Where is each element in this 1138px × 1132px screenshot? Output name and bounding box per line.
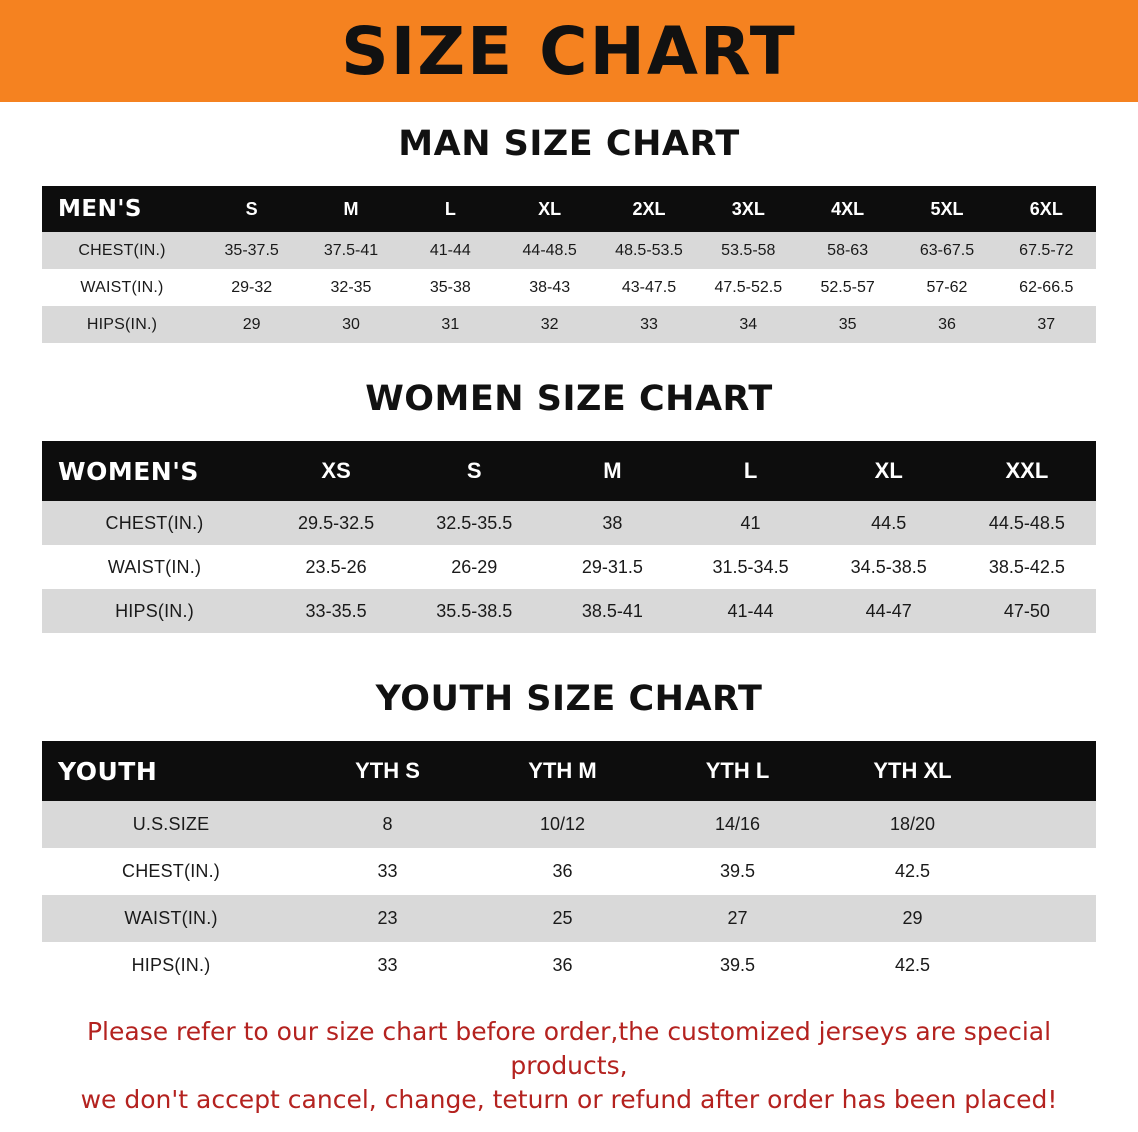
men-chest-xl: 44-48.5: [522, 241, 577, 259]
table-row: [42, 269, 1096, 306]
youth-col-spacer: [1000, 741, 1096, 801]
men-row-label-chest: CHEST(IN.): [78, 241, 166, 259]
women-hips-m: 38.5-41: [581, 600, 643, 621]
women-chest-m: 38: [602, 512, 623, 533]
youth-ussize-s: 8: [382, 814, 393, 834]
men-waist-6xl: 62-66.5: [1019, 278, 1074, 296]
women-hips-l: 41-44: [727, 600, 774, 621]
table-row: [42, 942, 1096, 989]
youth-col-m: YTH M: [475, 741, 650, 801]
men-col-6xl: 6XL: [997, 186, 1096, 232]
women-chest-l: 41: [740, 512, 761, 533]
men-waist-2xl: 43-47.5: [621, 278, 677, 296]
men-waist-3xl: 47.5-52.5: [714, 278, 783, 296]
women-table-wrapper: [42, 441, 1096, 633]
youth-ussize-xl: 18/20: [889, 814, 936, 834]
banner: [0, 0, 1138, 102]
table-row: [42, 895, 1096, 942]
men-col-3xl: 3XL: [699, 186, 798, 232]
men-row-label-hips: HIPS(IN.): [86, 315, 158, 333]
youth-waist-spacer: [1000, 895, 1096, 942]
youth-section-title: YOUTH SIZE CHART: [375, 679, 763, 719]
women-waist-l: 31.5-34.5: [712, 556, 789, 577]
youth-waist-xl: 29: [902, 908, 923, 928]
women-waist-m: 29-31.5: [581, 556, 643, 577]
table-row: [42, 306, 1096, 343]
youth-chest-xl: 42.5: [894, 861, 931, 881]
women-waist-xs: 23.5-26: [305, 556, 367, 577]
table-row: [42, 589, 1096, 633]
men-col-4xl: 4XL: [798, 186, 897, 232]
youth-chest-m: 36: [552, 861, 573, 881]
men-chest-l: 41-44: [429, 241, 471, 259]
men-col-l: L: [401, 186, 500, 232]
youth-row-label-hips: HIPS(IN.): [131, 955, 211, 975]
table-row: [42, 501, 1096, 545]
men-waist-4xl: 52.5-57: [820, 278, 875, 296]
man-table-wrapper: [42, 186, 1096, 343]
youth-row-label-chest: CHEST(IN.): [122, 861, 220, 881]
disclaimer-note: [40, 1015, 1098, 1116]
women-hips-xs: 33-35.5: [305, 600, 367, 621]
youth-hips-l: 39.5: [719, 955, 756, 975]
men-waist-l: 35-38: [429, 278, 471, 296]
women-waist-xxl: 38.5-42.5: [988, 556, 1065, 577]
men-hips-xl: 32: [540, 315, 559, 333]
men-hips-l: 31: [441, 315, 460, 333]
youth-chest-s: 33: [377, 861, 398, 881]
men-row-label-waist: WAIST(IN.): [80, 278, 164, 296]
men-chest-4xl: 58-63: [827, 241, 869, 259]
youth-chest-spacer: [1000, 848, 1096, 895]
women-size-table: [42, 441, 1096, 633]
disclaimer-line-2: we don't accept cancel, change, teturn or refund after order has been placed!: [80, 1084, 1058, 1114]
youth-waist-m: 25: [552, 908, 573, 928]
table-row: [42, 801, 1096, 848]
men-col-xl: XL: [500, 186, 599, 232]
women-row-label-chest: CHEST(IN.): [105, 512, 204, 533]
men-hips-3xl: 34: [739, 315, 758, 333]
youth-row-label-waist: WAIST(IN.): [124, 908, 218, 928]
women-col-s: S: [405, 441, 543, 501]
men-chest-m: 37.5-41: [323, 241, 379, 259]
women-section-title: WOMEN SIZE CHART: [365, 379, 773, 419]
youth-waist-s: 23: [377, 908, 398, 928]
youth-hips-spacer: [1000, 942, 1096, 989]
men-col-s: S: [202, 186, 301, 232]
women-chest-xl: 44.5: [871, 512, 907, 533]
youth-hips-xl: 42.5: [894, 955, 931, 975]
men-chest-5xl: 63-67.5: [919, 241, 975, 259]
women-waist-xl: 34.5-38.5: [850, 556, 927, 577]
table-header-row: [42, 441, 1096, 501]
youth-table-wrapper: [42, 741, 1096, 989]
youth-hips-s: 33: [377, 955, 398, 975]
men-chest-3xl: 53.5-58: [721, 241, 776, 259]
man-section-title: MAN SIZE CHART: [398, 124, 740, 164]
women-col-l: L: [681, 441, 819, 501]
men-hips-6xl: 37: [1037, 315, 1056, 333]
men-waist-5xl: 57-62: [926, 278, 968, 296]
youth-ussize-m: 10/12: [539, 814, 586, 834]
banner-title: SIZE CHART: [341, 13, 797, 90]
men-chest-2xl: 48.5-53.5: [615, 241, 683, 259]
men-chest-s: 35-37.5: [224, 241, 279, 259]
women-chest-xs: 29.5-32.5: [298, 512, 375, 533]
men-waist-xl: 38-43: [529, 278, 571, 296]
table-row: [42, 232, 1096, 269]
women-chest-s: 32.5-35.5: [436, 512, 513, 533]
men-hips-4xl: 35: [838, 315, 857, 333]
women-hips-xxl: 47-50: [1003, 600, 1050, 621]
men-hips-m: 30: [342, 315, 360, 333]
youth-ussize-spacer: [1000, 801, 1096, 848]
women-hips-s: 35.5-38.5: [436, 600, 513, 621]
women-row-label-waist: WAIST(IN.): [107, 556, 202, 577]
table-row: [42, 848, 1096, 895]
disclaimer-line-1: Please refer to our size chart before order,the customized jerseys are special products,: [86, 1017, 1052, 1080]
men-hips-s: 29: [242, 315, 261, 333]
men-col-2xl: 2XL: [599, 186, 698, 232]
youth-waist-l: 27: [727, 908, 748, 928]
youth-row-label-ussize: U.S.SIZE: [132, 814, 210, 834]
women-row-header-label: WOMEN'S: [42, 441, 267, 501]
men-waist-m: 32-35: [330, 278, 372, 296]
youth-row-header-label: YOUTH: [42, 741, 300, 801]
youth-size-table: [42, 741, 1096, 989]
women-waist-s: 26-29: [451, 556, 498, 577]
women-hips-xl: 44-47: [865, 600, 912, 621]
youth-col-xl: YTH XL: [825, 741, 1000, 801]
men-col-5xl: 5XL: [897, 186, 996, 232]
table-header-row: [42, 186, 1096, 232]
men-waist-s: 29-32: [231, 278, 273, 296]
women-col-xs: XS: [267, 441, 405, 501]
men-chest-6xl: 67.5-72: [1019, 241, 1074, 259]
table-row: [42, 545, 1096, 589]
men-row-header-label: MEN'S: [42, 186, 202, 232]
men-hips-5xl: 36: [938, 315, 956, 333]
women-chest-xxl: 44.5-48.5: [988, 512, 1065, 533]
youth-col-s: YTH S: [300, 741, 475, 801]
men-hips-2xl: 33: [640, 315, 658, 333]
youth-chest-l: 39.5: [719, 861, 756, 881]
women-row-label-hips: HIPS(IN.): [115, 600, 194, 621]
women-col-m: M: [543, 441, 681, 501]
women-col-xxl: XXL: [958, 441, 1096, 501]
men-size-table: [42, 186, 1096, 343]
youth-ussize-l: 14/16: [714, 814, 761, 834]
youth-col-l: YTH L: [650, 741, 825, 801]
men-col-m: M: [301, 186, 400, 232]
table-header-row: [42, 741, 1096, 801]
women-col-xl: XL: [820, 441, 958, 501]
youth-hips-m: 36: [552, 955, 573, 975]
